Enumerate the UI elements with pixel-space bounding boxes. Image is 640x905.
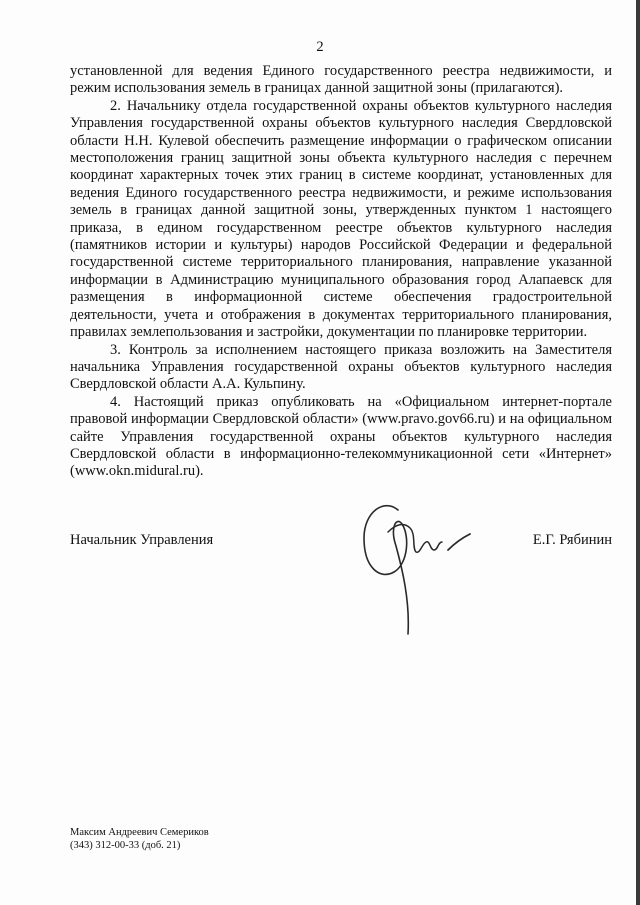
page-number: 2 xyxy=(316,39,324,55)
contact-phone: (343) 312-00-33 (доб. 21) xyxy=(70,840,181,851)
paragraph-item-2: 2. Начальнику отдела государственной охраны объектов культурного наследия Управления государственной охраны объектов культурного наследия Свердловской области Н.Н. Кулевой обеспечить размещение информации о графическом описании местоположения границ защитной зоны объекта культурного наследия с перечнем координат характерных точек этих границ в системе координат, установленных для ведения Единого государственного реестра недвижимости, и режиме использования земель в границах данной защитной зоны, утвержденных пунктом 1 настоящего приказа, в едином государственном реестре объектов культурного наследия (памятников истории и культуры) народов Российской Федерации и федеральной государственной системе территориального планирования, направление указанной информации в Администрацию муниципального образования город Алапаевск для размещения в информационной системе обеспечения градостроительной деятельности, учета и отображения в документах территориального планирования, правилах землепользования и застройки, документации по планировке территории. xyxy=(70,97,612,341)
scan-edge xyxy=(636,0,640,905)
paragraph-item-3: 3. Контроль за исполнением настоящего приказа возложить на Заместителя начальника Управления государственной охраны объектов культурного наследия Свердловской области А.А. Кульпину. xyxy=(70,341,612,393)
handwritten-signature xyxy=(350,488,490,638)
paragraph-item-4: 4. Настоящий приказ опубликовать на «Официальном интернет-портале правовой информации Свердловской области» (www.pravo.gov66.ru) и на официальном сайте Управления государственной охраны объектов культурного наследия Свердловской области в информационно-телекоммуникационной сети «Интернет» (www.okn.midural.ru). xyxy=(70,393,612,480)
document-body xyxy=(70,63,612,481)
contact-info xyxy=(70,826,209,852)
signer-position: Начальник Управления xyxy=(70,532,214,548)
contact-name: Максим Андреевич Семериков xyxy=(70,827,209,838)
paragraph-continuation: установленной для ведения Единого государственного реестра недвижимости, и режим использования земель в границах данной защитной зоны (прилагаются). xyxy=(70,63,612,97)
signer-name: Е.Г. Рябинин xyxy=(532,532,612,548)
